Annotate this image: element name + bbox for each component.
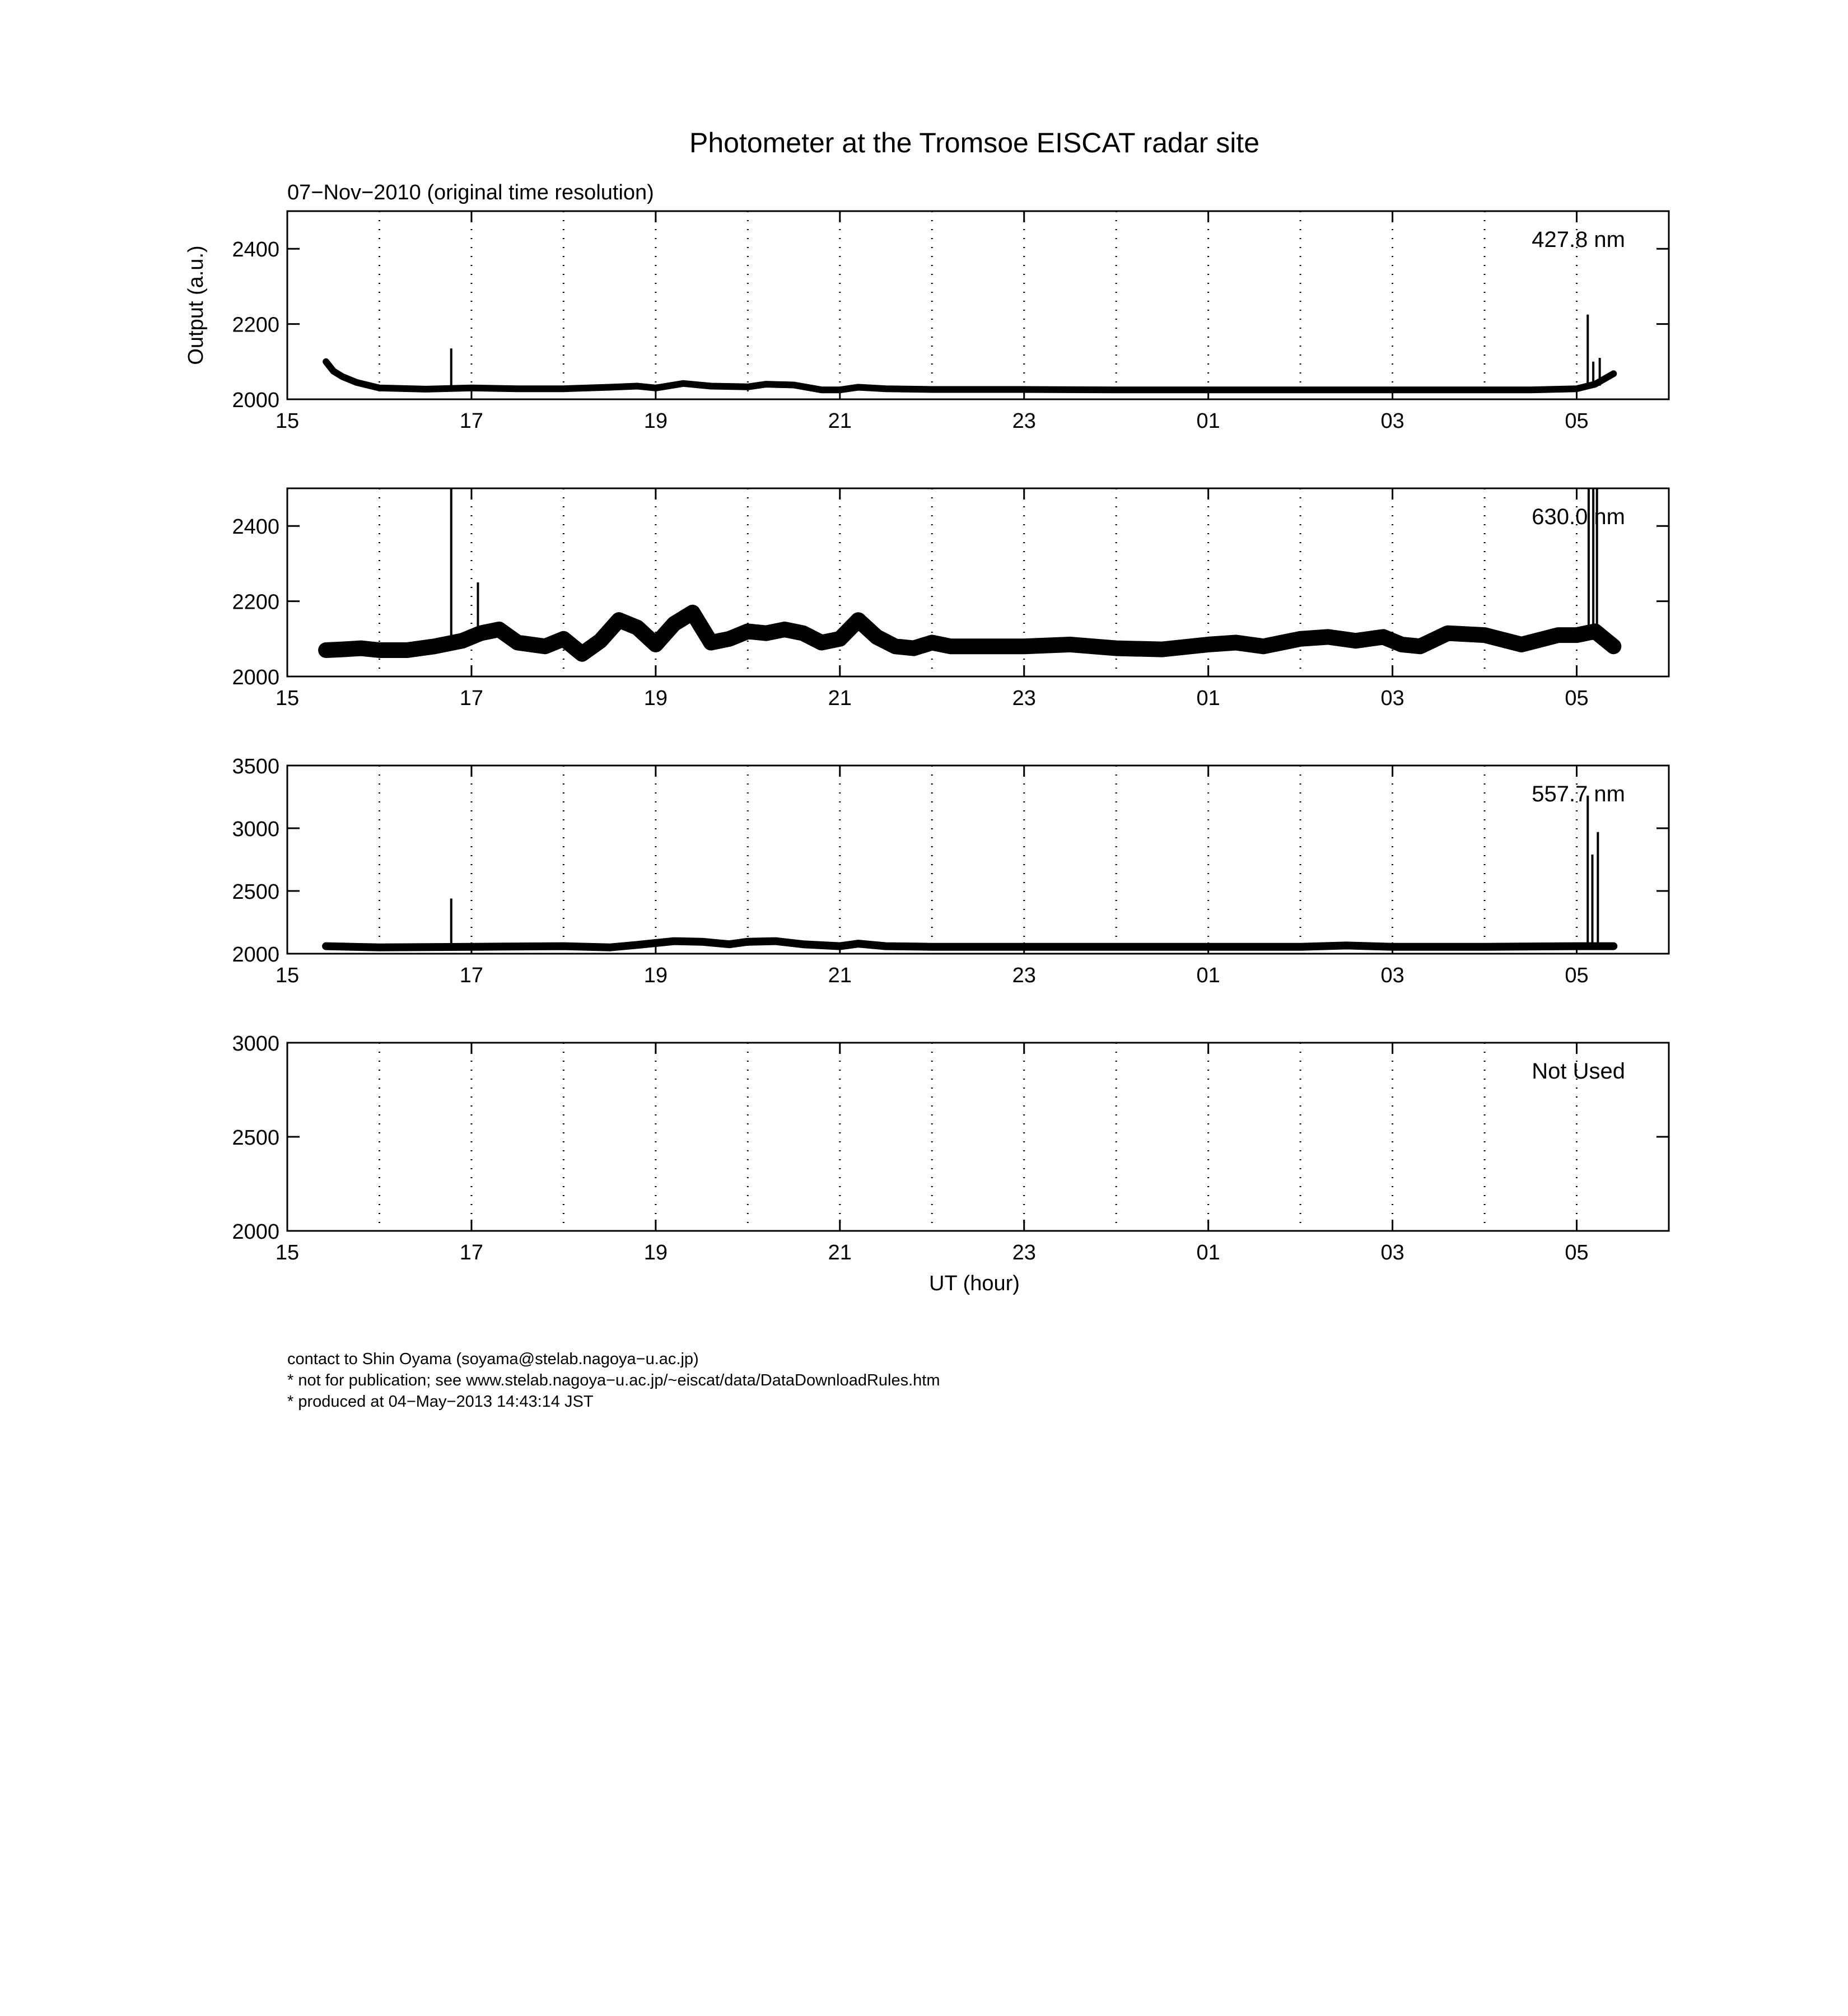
x-tick-label: 17 <box>459 409 484 433</box>
y-tick-label: 3000 <box>232 818 279 841</box>
y-tick-label: 2000 <box>232 666 279 689</box>
x-tick-label: 17 <box>459 964 484 987</box>
x-tick-label: 03 <box>1380 964 1404 987</box>
figure-title: Photometer at the Tromsoe EISCAT radar site <box>689 127 1260 158</box>
x-tick-label: 23 <box>1012 687 1036 710</box>
x-tick-label: 03 <box>1380 687 1404 710</box>
x-tick-label: 01 <box>1196 687 1220 710</box>
y-tick-label: 2500 <box>232 880 279 904</box>
x-tick-label: 15 <box>275 1241 300 1264</box>
plot-frame <box>287 766 1669 954</box>
panel-label: 427.8 nm <box>1532 227 1625 252</box>
x-tick-label: 01 <box>1196 409 1220 433</box>
y-tick-label: 3000 <box>232 1032 279 1056</box>
y-tick-label: 2000 <box>232 389 279 412</box>
x-tick-label: 15 <box>275 687 300 710</box>
x-tick-label: 21 <box>828 964 852 987</box>
x-tick-label: 19 <box>643 964 668 987</box>
x-tick-label: 15 <box>275 964 300 987</box>
plot-frame <box>287 211 1669 399</box>
y-tick-label: 2500 <box>232 1126 279 1150</box>
panel-label: 557.7 nm <box>1532 782 1625 806</box>
panel-3 <box>232 755 1669 987</box>
panel-2 <box>232 488 1669 710</box>
x-tick-label: 17 <box>459 1241 484 1264</box>
footer-notes <box>287 1348 940 1412</box>
panel-4 <box>232 1032 1669 1264</box>
y-tick-label: 3500 <box>232 755 279 778</box>
x-tick-label: 17 <box>459 687 484 710</box>
y-tick-label: 2200 <box>232 590 279 614</box>
figure-subtitle: 07−Nov−2010 (original time resolution) <box>287 181 654 204</box>
plot-frame <box>287 1043 1669 1231</box>
x-axis-label: UT (hour) <box>929 1272 1020 1295</box>
y-tick-label: 2400 <box>232 515 279 539</box>
x-tick-label: 21 <box>828 687 852 710</box>
series-line <box>326 941 1613 948</box>
y-axis-label: Output (a.u.) <box>184 245 208 365</box>
x-tick-label: 01 <box>1196 964 1220 987</box>
panel-1 <box>232 211 1669 433</box>
panel-label: 630.0 nm <box>1532 505 1625 529</box>
x-tick-label: 21 <box>828 1241 852 1264</box>
x-tick-label: 05 <box>1565 409 1589 433</box>
x-tick-label: 23 <box>1012 1241 1036 1264</box>
x-tick-label: 15 <box>275 409 300 433</box>
series-line <box>326 613 1613 654</box>
x-tick-label: 05 <box>1565 1241 1589 1264</box>
x-tick-label: 23 <box>1012 409 1036 433</box>
x-tick-label: 05 <box>1565 964 1589 987</box>
footer-contact: contact to Shin Oyama (soyama@stelab.nagoya−u.ac.jp) <box>287 1350 699 1368</box>
y-tick-label: 2000 <box>232 1220 279 1244</box>
y-tick-label: 2200 <box>232 313 279 337</box>
x-tick-label: 23 <box>1012 964 1036 987</box>
footer-produced-at: * produced at 04−May−2013 14:43:14 JST <box>287 1393 594 1411</box>
x-tick-label: 03 <box>1380 1241 1404 1264</box>
x-tick-label: 01 <box>1196 1241 1220 1264</box>
x-tick-label: 19 <box>643 1241 668 1264</box>
y-tick-label: 2000 <box>232 943 279 967</box>
x-tick-label: 05 <box>1565 687 1589 710</box>
footer-publication-note: * not for publication; see www.stelab.nagoya−u.ac.jp/~eiscat/data/DataDownloadRules.htm <box>287 1371 940 1389</box>
x-tick-label: 19 <box>643 409 668 433</box>
x-tick-label: 19 <box>643 687 668 710</box>
y-tick-label: 2400 <box>232 238 279 262</box>
x-tick-label: 03 <box>1380 409 1404 433</box>
series-line <box>326 362 1613 390</box>
x-tick-label: 21 <box>828 409 852 433</box>
panel-label: Not Used <box>1532 1059 1625 1084</box>
